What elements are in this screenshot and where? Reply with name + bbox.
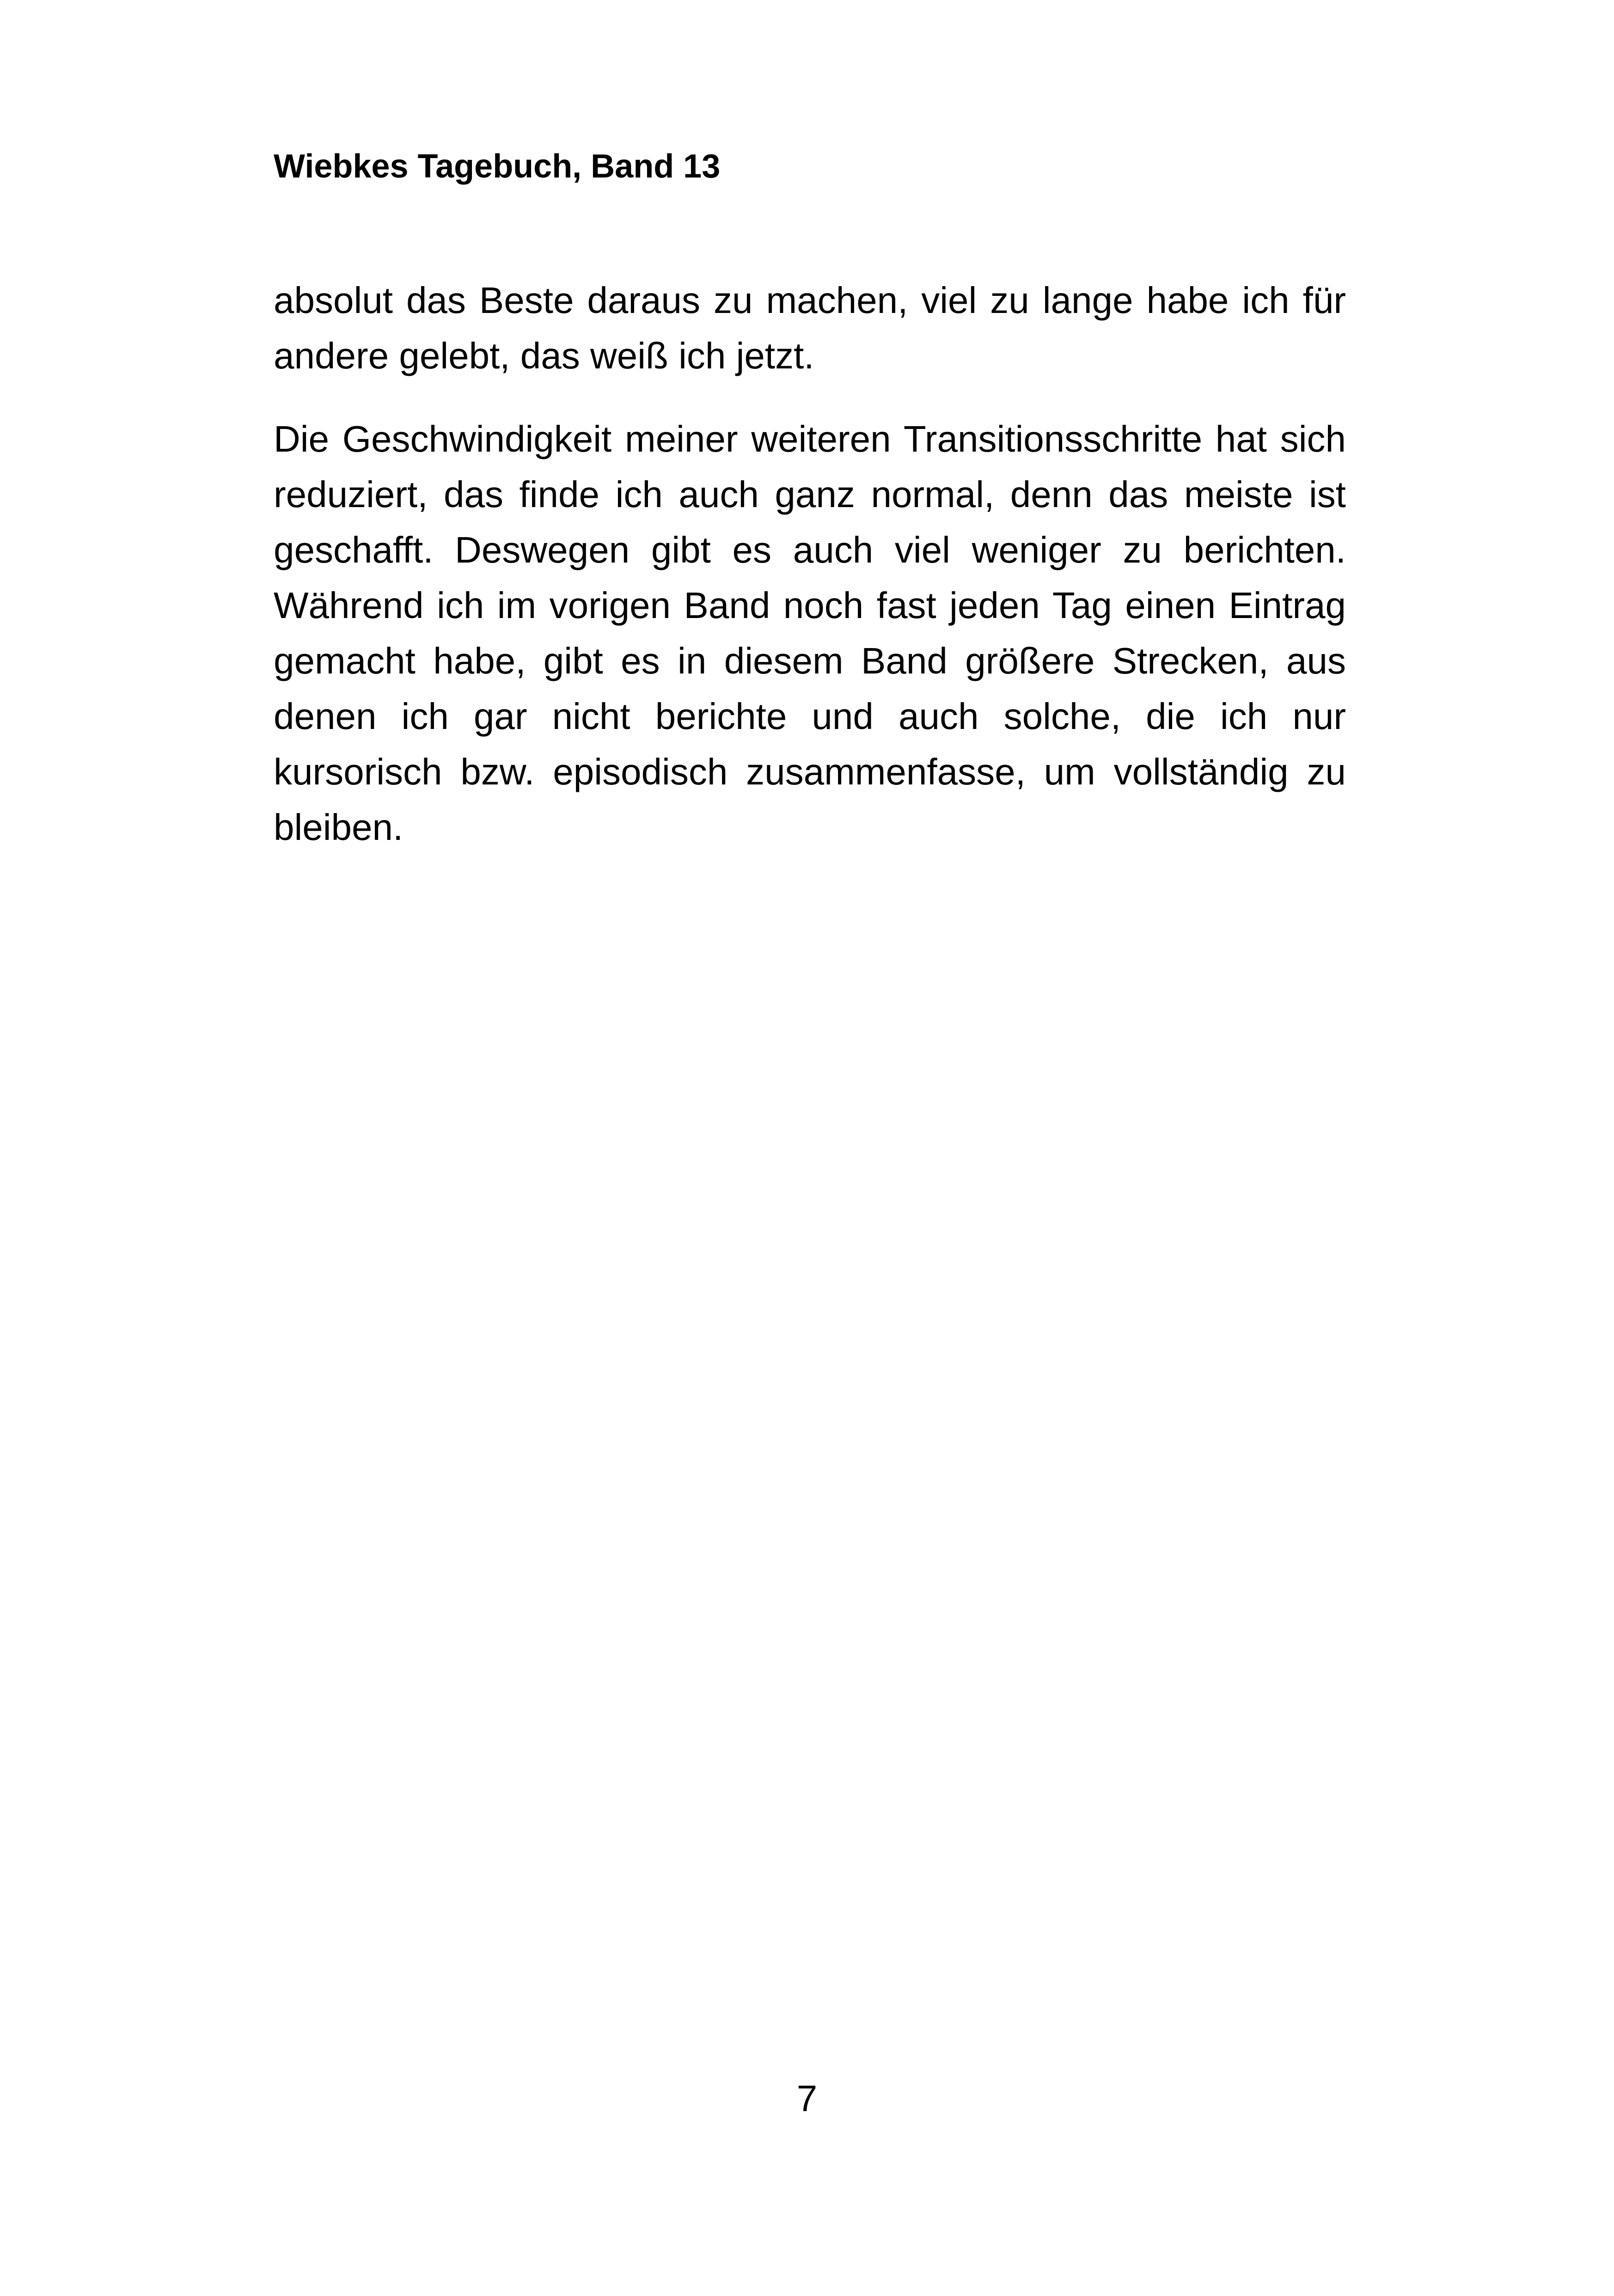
- body-text: [274, 273, 1346, 855]
- page-number: 7: [796, 2078, 818, 2119]
- running-header: Wiebkes Tagebuch, Band 13: [274, 148, 721, 185]
- paragraph: Die Geschwindigkeit meiner weiteren Transitionsschritte hat sich reduziert, das finde ich auch ganz normal, denn das meiste ist geschafft. Deswegen gibt es auch viel weniger zu berichten. Während ich im vorigen Band noch fast jeden Tag einen Eintrag gemacht habe, gibt es in diesem Band größere Strecken, aus denen ich gar nicht berichte und auch solche, die ich nur kursorisch bzw. episodisch zusammenfasse, um vollständig zu bleiben.: [274, 418, 1346, 848]
- paragraph: absolut das Beste daraus zu machen, viel zu lange habe ich für andere gelebt, das weiß ich jetzt.: [274, 280, 1346, 376]
